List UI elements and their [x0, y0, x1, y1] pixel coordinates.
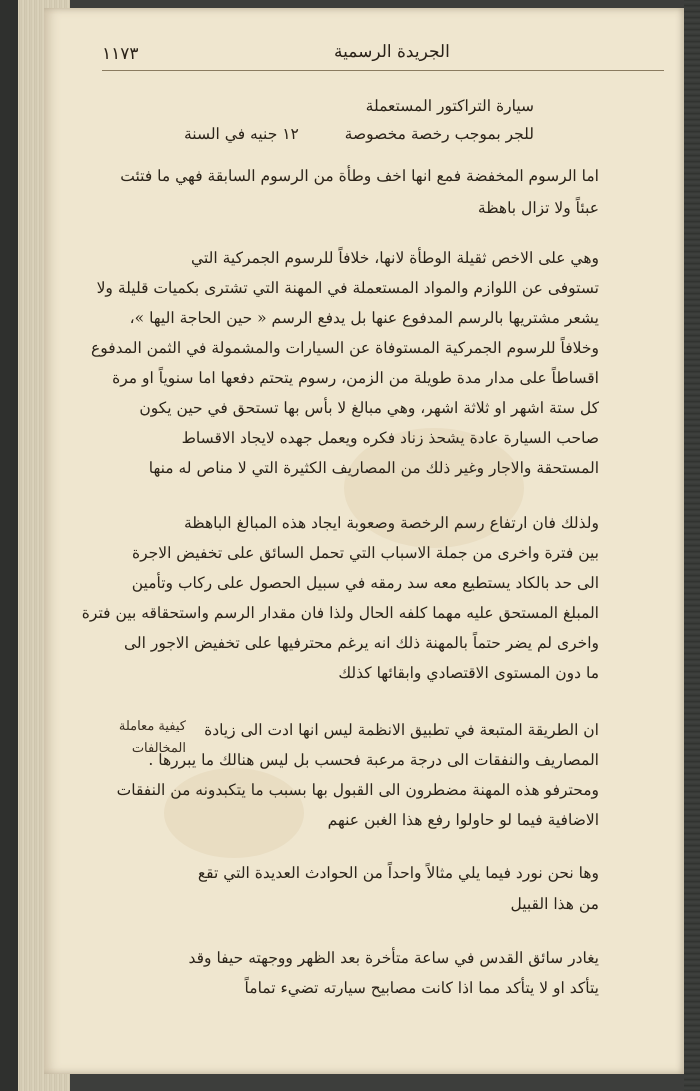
paragraph-line: صاحب السيارة عادة يشحذ زناد فكره ويعمل جهده لايجاد الاقساط [181, 429, 599, 447]
paragraph-line: المستحقة والاجار وغير ذلك من المصاريف الكثيرة التي لا مناص له منها [148, 459, 599, 477]
paragraph-line: ولذلك فان ارتفاع رسم الرخصة وصعوبة ايجاد هذه المبالغ الباهظة [183, 514, 599, 532]
paragraph-line: وخلافاً للرسوم الجمركية المستوفاة عن السيارات والمشمولة في الثمن المدفوع [90, 339, 599, 357]
paragraph-line: كل ستة اشهر او ثلاثة اشهر، وهي مبالغ لا بأس بها تستحق في حين يكون [139, 399, 599, 417]
fee-vehicle-label: سيارة التراكتور المستعملة [365, 97, 534, 115]
page-title: الجريدة الرسمية [334, 42, 450, 62]
paragraph-line: المصاريف والنفقات الى درجة مرعبة فحسب بل ليس هنالك ما يبررها . [148, 751, 599, 769]
paragraph-line: يشعر مشتريها بالرسم المدفوع عنها بل يدفع الرسم « حين الحاجة اليها »، [129, 309, 599, 327]
paragraph-line: وهي على الاخص ثقيلة الوطأة لانها، خلافاً للرسوم الجمركية التي [191, 249, 599, 267]
book-spine [684, 0, 700, 1091]
paragraph-line: الاضافية فيما لو حاولوا رفع هذا الغبن عنهم [327, 811, 599, 829]
margin-note-line: كيفية معاملة [118, 719, 186, 734]
header-rule [102, 70, 664, 71]
paragraph-line: وها نحن نورد فيما يلي مثالاً واحداً من الحوادث العديدة التي تقع [197, 864, 599, 882]
paragraph-line: ما دون المستوى الاقتصادي وابقائها كذلك [338, 664, 599, 682]
paragraph-line: عبئاً ولا تزال باهظة [477, 199, 599, 217]
paragraph-line: من هذا القبيل [510, 895, 599, 913]
fee-amount: ١٢ جنيه في السنة [184, 125, 299, 143]
paragraph-line: واخرى لم يضر حتماً بالمهنة ذلك انه يرغم محترفيها على تخفيض الاجور الى [123, 634, 599, 652]
fee-purpose-label: للجر بموجب رخصة مخصوصة [344, 125, 534, 143]
paragraph-line: المبلغ المستحق عليه مهما كلفه الحال ولذا فان مقدار الرسم واستحقاقه بين فترة [81, 604, 599, 622]
paragraph-line: تستوفى عن اللوازم والمواد المستعملة في المهنة التي تشترى بكميات قليلة ولا [96, 279, 599, 297]
paragraph-line: يغادر سائق القدس في ساعة متأخرة بعد الظهر ووجهته حيفا وقد [188, 949, 599, 967]
paragraph-line: ومحترفو هذه المهنة مضطرون الى القبول بها بسبب ما يتكبدونه من النفقات [116, 781, 599, 799]
paragraph-line: الى حد بالكاد يستطيع معه سد رمقه في سبيل الحصول على ركاب وتأمين [131, 574, 599, 592]
page-number: ١١٧٣ [102, 44, 139, 64]
paragraph-line: ان الطريقة المتبعة في تطبيق الانظمة ليس انها ادت الى زيادة [204, 721, 599, 739]
paragraph-line: اقساطاً على مدار مدة طويلة من الزمن، رسوم يتحتم دفعها اما سنوياً او مرة [112, 369, 599, 387]
paragraph-line: بين فترة واخرى من جملة الاسباب التي تحمل السائق على تخفيض الاجرة [131, 544, 599, 562]
paragraph-line: اما الرسوم المخفضة فمع انها اخف وطأة من الرسوم السابقة فهي ما فتئت [120, 167, 599, 185]
document-page [44, 8, 684, 1074]
margin-note-line: المخالفات [131, 741, 186, 756]
paragraph-line: يتأكد او لا يتأكد مما اذا كانت مصابيح سيارته تضيء تماماً [244, 979, 599, 997]
